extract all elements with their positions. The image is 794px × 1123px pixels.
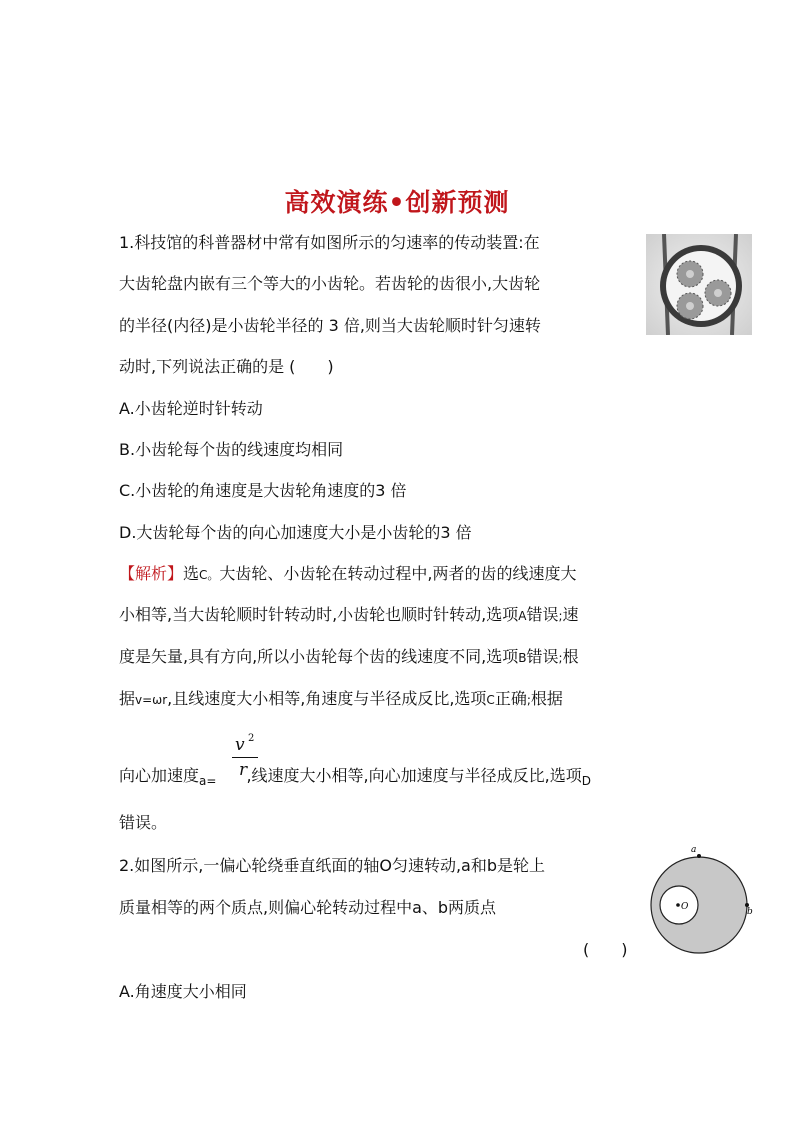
gear-device-photo: [646, 234, 752, 335]
q1-option-c: C.小齿轮的角速度是大齿轮角速度的3 倍: [119, 481, 407, 500]
analysis-line-6: 错误。: [119, 813, 168, 832]
q1-option-d: D.大齿轮每个齿的向心加速度大小是小齿轮的3 倍: [119, 523, 472, 542]
formula-inline: a=: [199, 774, 217, 788]
analysis-text: 根: [562, 647, 579, 666]
option-letter: D: [581, 774, 591, 788]
q1-stem-line-3: 的半径(内径)是小齿轮半径的 3 倍,则当大齿轮顺时针匀速转: [119, 316, 541, 335]
fraction-bar: [232, 757, 258, 758]
q1-option-b: B.小齿轮每个齿的线速度均相同: [119, 440, 344, 459]
analysis-text: 速: [562, 605, 579, 624]
analysis-punct: ;: [558, 609, 563, 623]
q1-stem-line-2: 大齿轮盘内嵌有三个等大的小齿轮。若齿轮的齿很小,大齿轮: [119, 274, 541, 293]
fraction-exponent: 2: [248, 733, 255, 744]
option-letter: B: [518, 651, 527, 665]
q1-stem-line-4: 动时,下列说法正确的是 ( ): [119, 357, 334, 376]
eccentric-wheel-diagram: [649, 845, 757, 963]
option-letter: A: [518, 609, 527, 623]
formula-inline: v=ωr: [135, 693, 168, 707]
analysis-line-4: [119, 689, 563, 710]
point-a-marker: [697, 854, 701, 858]
analysis-line-5: [119, 766, 591, 787]
option-letter: C: [486, 693, 495, 707]
analysis-tag: 【解析】: [119, 564, 184, 583]
q2-option-a: A.角速度大小相同: [119, 982, 247, 1001]
analysis-punct: ;: [526, 693, 531, 707]
fraction-denominator: r: [239, 760, 248, 780]
analysis-text: 向心加速度: [119, 766, 200, 785]
q2-answer-bracket: ( ): [583, 940, 628, 959]
axis-o-marker: [676, 903, 680, 907]
analysis-text: 据: [119, 689, 136, 708]
q2-stem-line-2: 质量相等的两个质点,则偏心轮转动过程中a、b两质点: [119, 898, 497, 917]
label-o: O: [681, 902, 689, 912]
page-title: 高效演练•创新预测: [284, 188, 510, 217]
analysis-line-1: [119, 564, 577, 585]
analysis-text: 小相等,当大齿轮顺时针转动时,小齿轮也顺时针转动,选项: [119, 605, 519, 624]
analysis-text: 根据: [530, 689, 563, 708]
analysis-text: 错误: [526, 605, 559, 624]
analysis-punct: ;: [558, 651, 563, 665]
answer-letter: C。: [199, 568, 220, 582]
analysis-text: 错误: [526, 647, 559, 666]
label-a: a: [691, 845, 697, 855]
analysis-text: ,线速度大小相等,向心加速度与半径成反比,选项: [246, 766, 582, 785]
analysis-text: 选: [183, 564, 200, 583]
label-b: b: [747, 907, 753, 917]
q1-stem-line-1: 1.科技馆的科普器材中常有如图所示的匀速率的传动装置:在: [119, 233, 540, 252]
analysis-line-2: [119, 605, 579, 626]
analysis-text: ,且线速度大小相等,角速度与半径成反比,选项: [167, 689, 487, 708]
fraction-numerator: v: [235, 735, 245, 755]
analysis-text: 度是矢量,具有方向,所以小齿轮每个齿的线速度不同,选项: [119, 647, 519, 666]
q2-stem-line-1: 2.如图所示,一偏心轮绕垂直纸面的轴O匀速转动,a和b是轮上: [119, 856, 545, 875]
analysis-line-3: [119, 647, 579, 668]
analysis-text: 正确: [494, 689, 527, 708]
analysis-text: 大齿轮、小齿轮在转动过程中,两者的齿的线速度大: [219, 564, 577, 583]
q1-option-a: A.小齿轮逆时针转动: [119, 399, 263, 418]
